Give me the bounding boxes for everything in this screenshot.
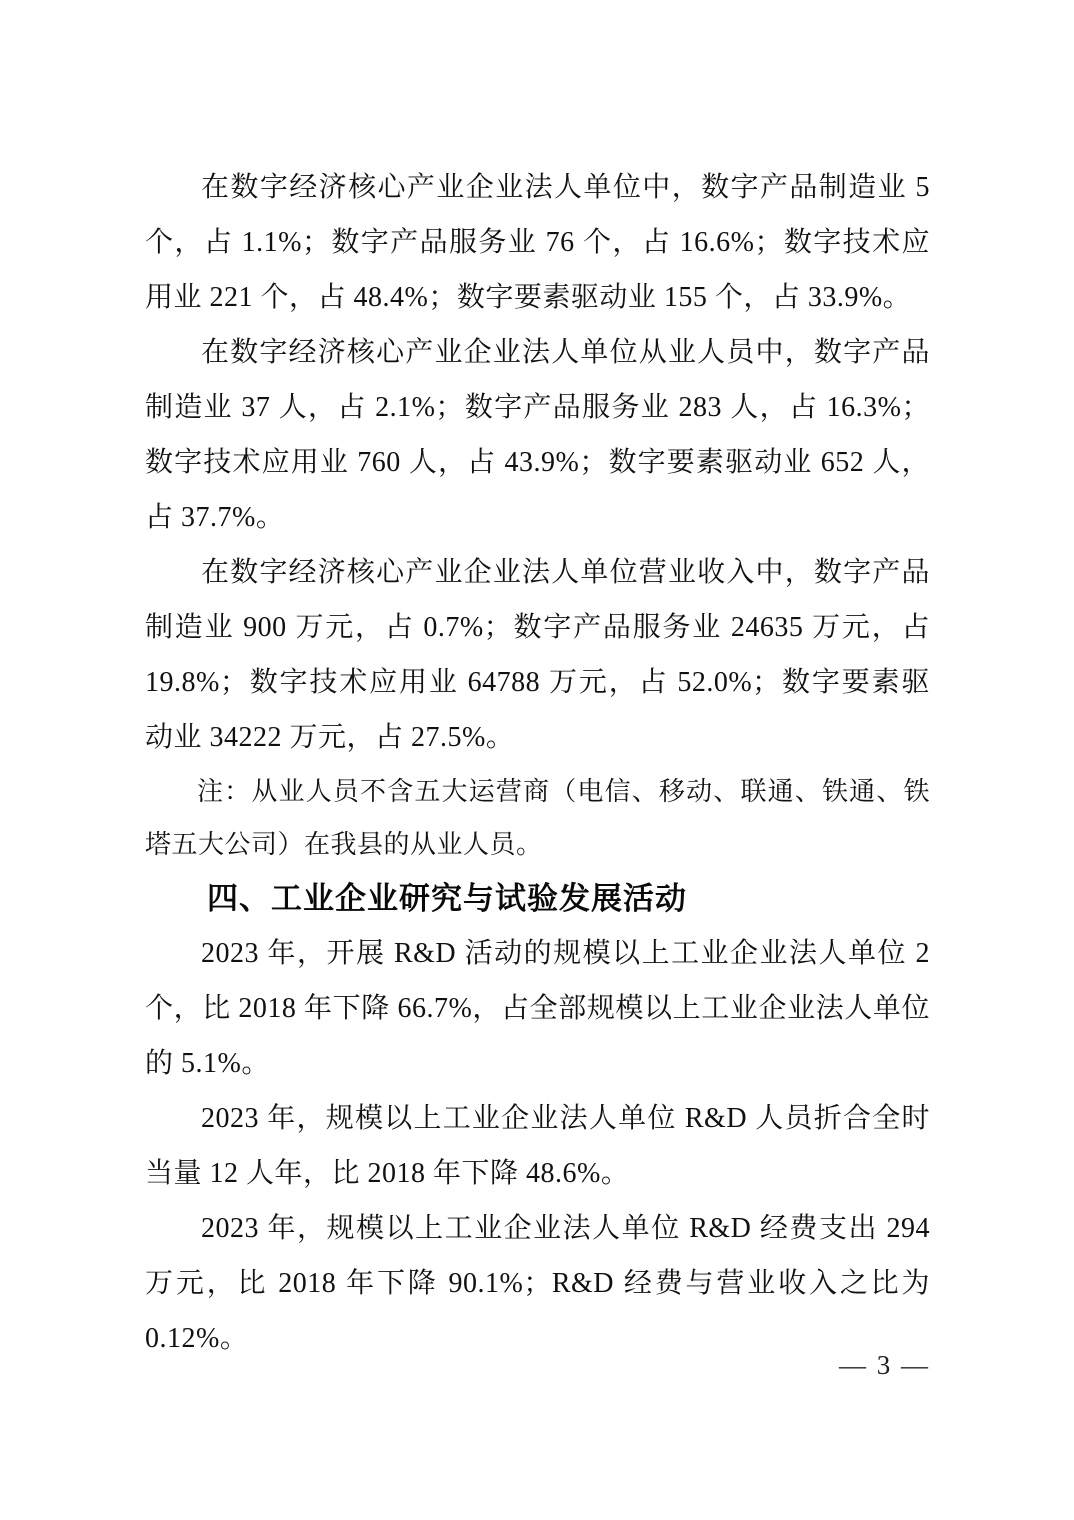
paragraph-rd-expenditure: 2023 年，规模以上工业企业法人单位 R&D 经费支出 294 万元，比 2018 年下降 90.1%；R&D 经费与营业收入之比为 0.12%。 bbox=[145, 1213, 930, 1354]
paragraph-digital-economy-employees: 在数字经济核心产业企业法人单位从业人员中，数字产品制造业 37 人，占 2.1%；数字产品服务业 283 人，占 16.3%；数字技术应用业 760 人，占 43.9%；数字要素驱动业 652 人，占 37.7%。 bbox=[145, 337, 930, 533]
paragraph-rd-personnel: 2023 年，规模以上工业企业法人单位 R&D 人员折合全时当量 12 人年，比 2018 年下降 48.6%。 bbox=[145, 1103, 930, 1189]
section-heading-industrial-rd: 四、工业企业研究与试验发展活动 bbox=[207, 881, 687, 916]
page-content bbox=[145, 160, 930, 1366]
page-number: — 3 — bbox=[839, 1350, 930, 1380]
footnote-operators: 注：从业人员不含五大运营商（电信、移动、联通、铁通、铁塔五大公司）在我县的从业人员。 bbox=[145, 777, 930, 859]
paragraph-digital-economy-revenue: 在数字经济核心产业企业法人单位营业收入中，数字产品制造业 900 万元，占 0.7%；数字产品服务业 24635 万元，占 19.8%；数字技术应用业 64788 万元，占 52.0%；数字要素驱动业 34222 万元，占 27.5%。 bbox=[145, 557, 930, 753]
paragraph-digital-economy-units: 在数字经济核心产业企业法人单位中，数字产品制造业 5 个，占 1.1%；数字产品服务业 76 个，占 16.6%；数字技术应用业 221 个，占 48.4%；数字要素驱动业 155 个，占 33.9%。 bbox=[145, 172, 930, 313]
paragraph-rd-units: 2023 年，开展 R&D 活动的规模以上工业企业法人单位 2 个，比 2018 年下降 66.7%，占全部规模以上工业企业法人单位的 5.1%。 bbox=[145, 938, 930, 1079]
